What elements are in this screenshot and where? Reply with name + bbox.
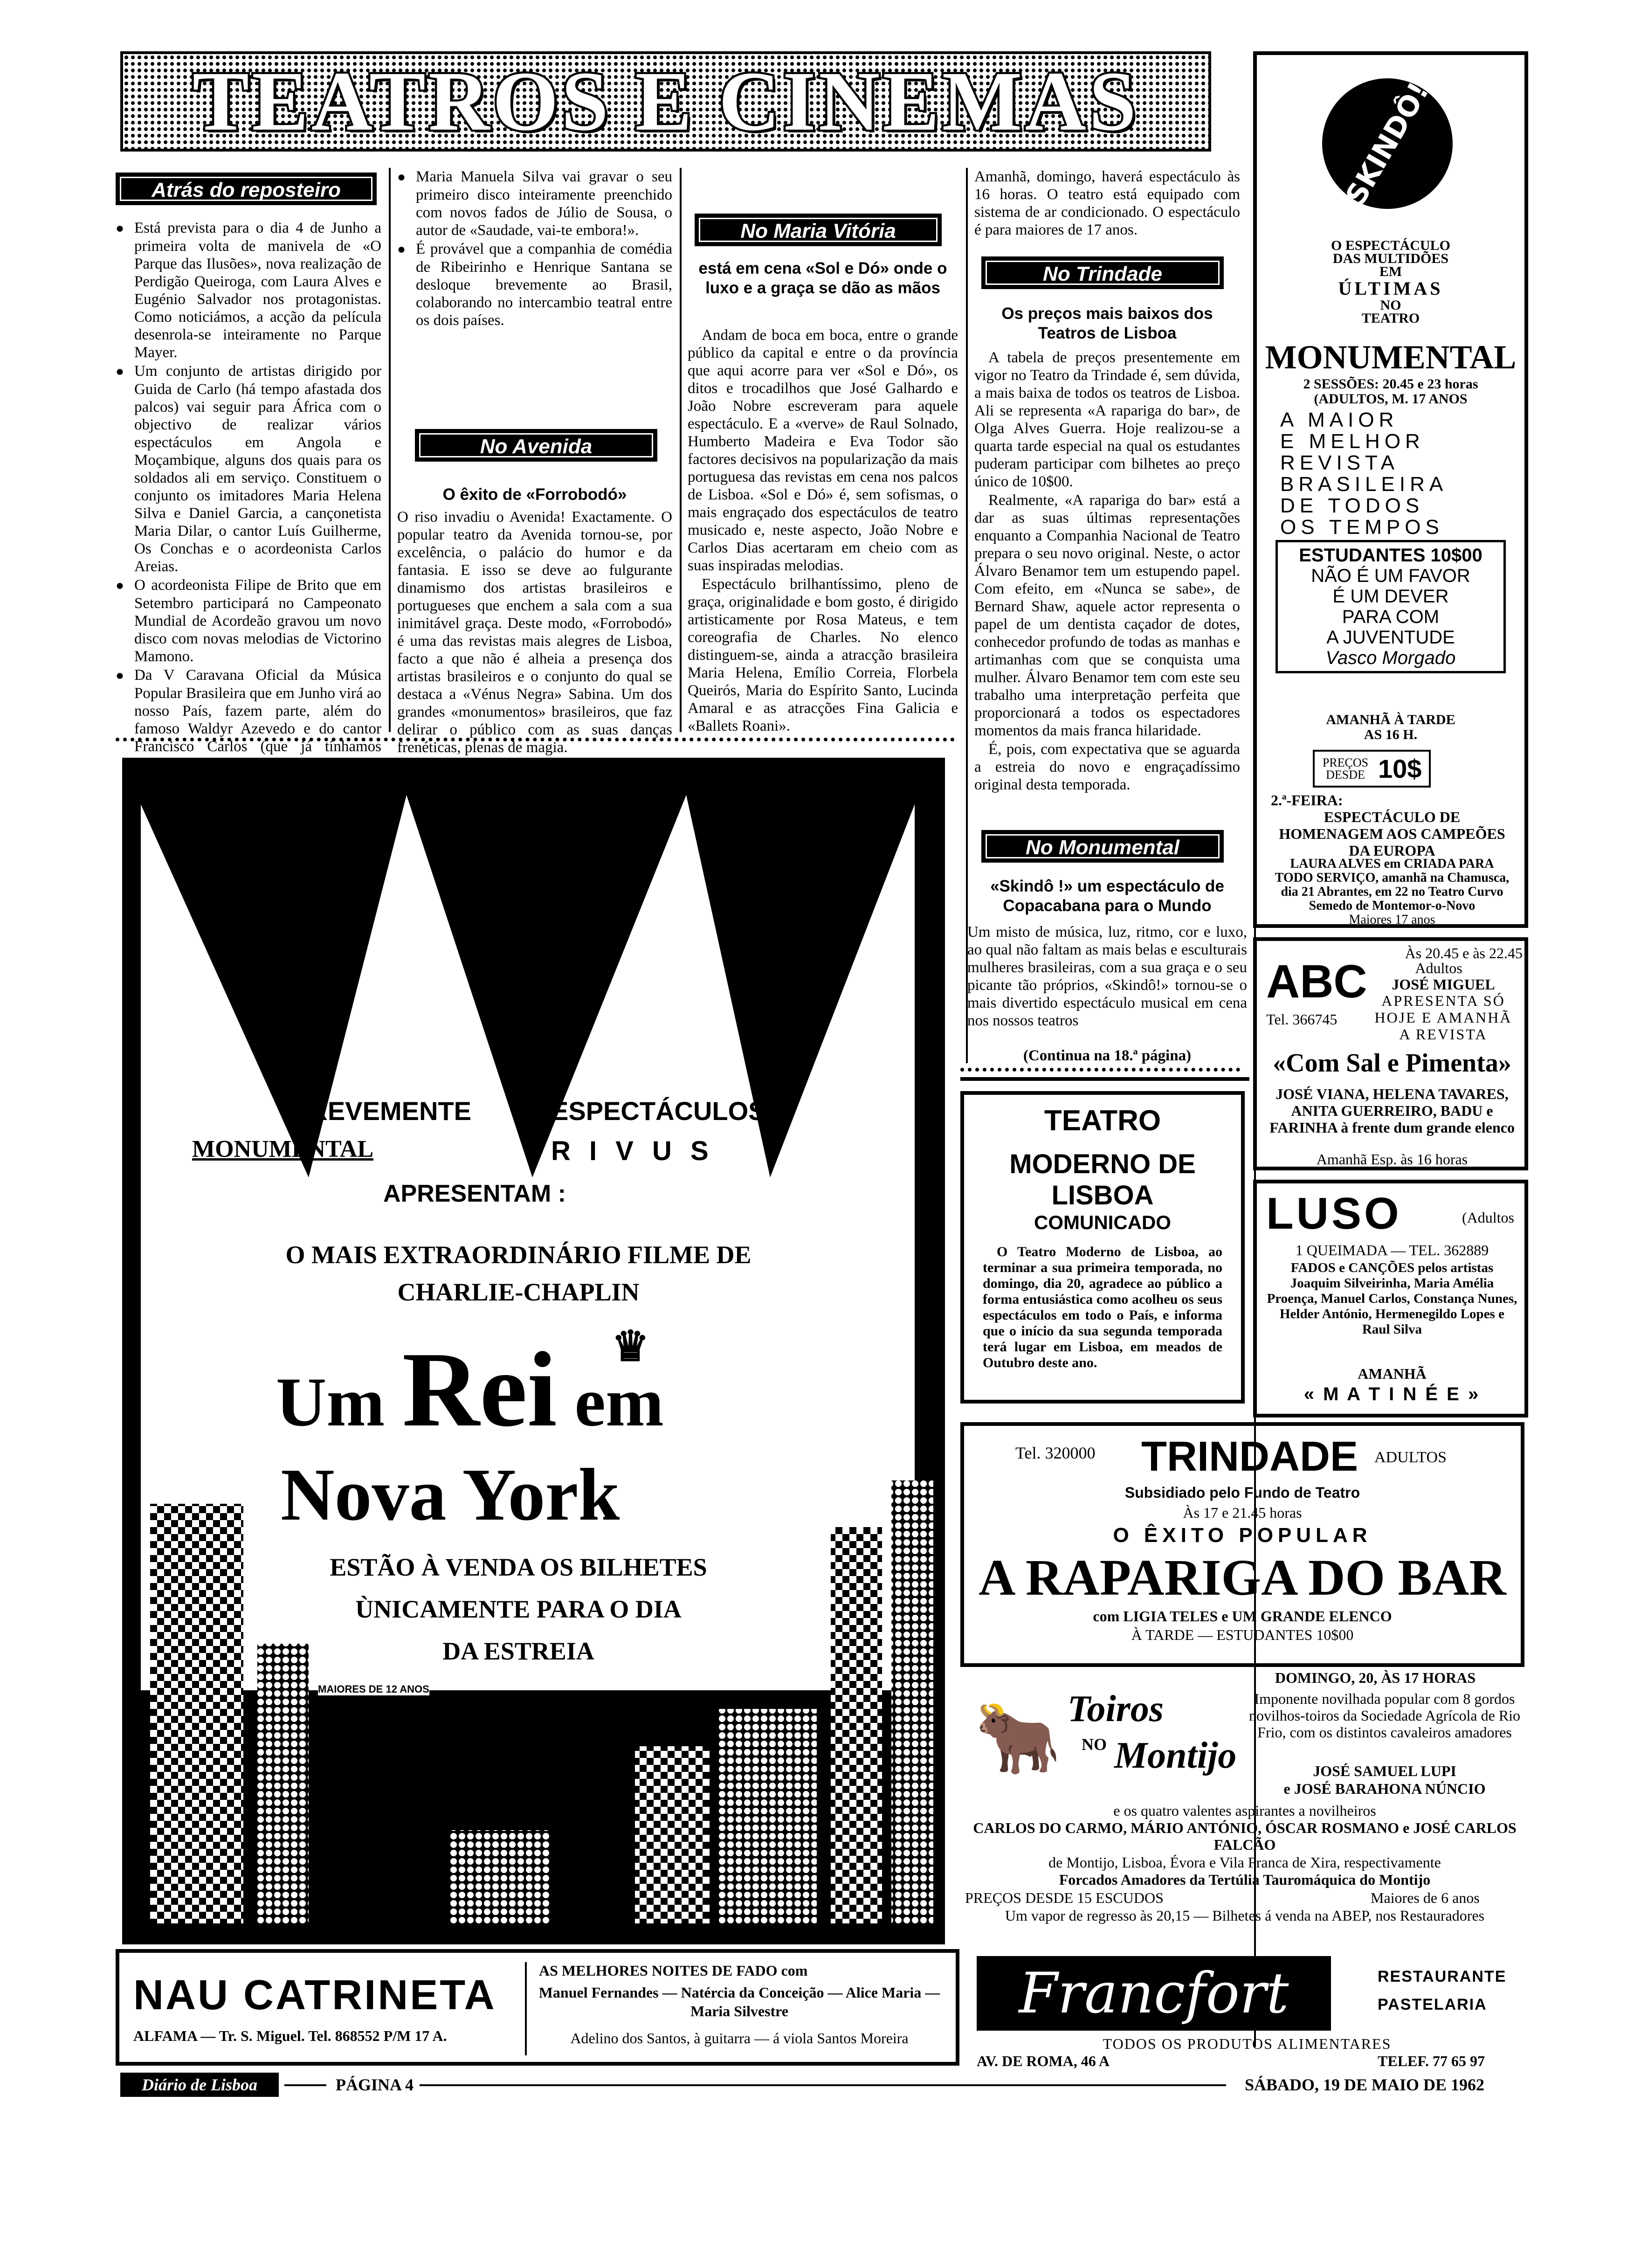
- student-box: [1276, 540, 1506, 673]
- moderno-title2: MODERNO DE LISBOA: [1009, 1149, 1196, 1210]
- column-divider: [389, 168, 391, 732]
- nau-headline: AS MELHORES NOITES DE FADO com: [539, 1962, 808, 1979]
- text: NÃO É UM FAVOR: [1311, 566, 1470, 586]
- text: ÚLTIMAS: [1338, 278, 1443, 299]
- toiros-montijo-ad: [960, 1669, 1529, 1968]
- newspaper-name: Diário de Lisboa: [120, 2073, 279, 2097]
- section-heading-trindade: No Trindade: [981, 256, 1224, 289]
- francfort-pastelaria: PASTELARIA: [1378, 1996, 1487, 2013]
- toiros-forcados-origin: de Montijo, Lisboa, Évora e Vila Franca de Xira, respectivamente: [1048, 1854, 1441, 1871]
- bull-icon: 🐂: [974, 1700, 1062, 1777]
- paragraph: Realmente, «A rapariga do bar» está a dar as suas últimas representações enquanto a Companhia Nacional de Teatro prepara o seu novo original. Neste, o actor Álvaro Benamor tem um estupendo papel. Com efeito, em «Nunca se sabe», de Bernard Shaw, aquele actor representa o papel de um dentista caçador de dotes, conhecedor profundo de todas as manhas e artimanhas com que se conquista uma mulher. Álvaro Benamor tem com este seu trabalho uma interpretação perfeita que proporcionará a todos os espectadores momentos da mais franca hilaridade.: [974, 492, 1240, 739]
- text: O ESPECTÁCULO: [1331, 238, 1450, 253]
- banner-title: TEATROS E CINEMAS: [192, 55, 1139, 148]
- text: DE TODOS: [1280, 494, 1424, 517]
- abc-show-title: «Com Sal e Pimenta»: [1273, 1049, 1511, 1078]
- title-word: em: [574, 1363, 664, 1441]
- text: A MAIOR: [1280, 408, 1399, 431]
- trindade-subtitle: Os preços mais baixos dos Teatros de Lisboa: [1001, 304, 1213, 342]
- dotted-separator: [116, 738, 955, 741]
- skindo-tagline: [1280, 409, 1513, 538]
- film-title-line1: [276, 1330, 664, 1449]
- ad-line1: O MAIS EXTRAORDINÁRIO FILME DE: [285, 1241, 752, 1269]
- rule: [960, 1077, 1249, 1081]
- trindade-students: À TARDE — ESTUDANTES 10$00: [1131, 1626, 1354, 1643]
- francfort-logo: [977, 1956, 1331, 2031]
- toiros-names: CARLOS DO CARMO, MÁRIO ANTÓNIO, ÓSCAR ROSMANO e JOSÉ CARLOS FALCÃO: [973, 1819, 1517, 1853]
- monumental-text: Um misto de música, luz, ritmo, cor e luxo, ao qual não faltam as mais belas e esculturais mulheres brasileiras, com a sua graça e o seu picante tão próprios, «Skindô!» tornou-se o mais divertido espectáculo musical em cena nos nossos teatros: [967, 924, 1247, 1029]
- francfort-products: TODOS OS PRODUTOS ALIMENTARES: [1103, 2035, 1392, 2052]
- toiros-prices: PREÇOS DESDE 15 ESCUDOS: [965, 1889, 1164, 1906]
- avenida-subtitle: O êxito de «Forrobodó»: [442, 485, 627, 504]
- page-number: PÁGINA 4: [336, 2075, 414, 2094]
- maria-vitoria-text: [688, 326, 958, 732]
- abc-tomorrow: Amanhã Esp. às 16 horas: [1316, 1151, 1468, 1168]
- logo-text: Francfort: [1019, 1961, 1289, 2026]
- abc-adults: Adultos: [1415, 960, 1462, 976]
- toiros-date: DOMINGO, 20, ÀS 17 HORAS: [1275, 1669, 1476, 1686]
- text: AMANHÃ À TARDE: [1326, 712, 1455, 727]
- film-title-line2: Nova York: [281, 1453, 620, 1536]
- toiros-age: Maiores de 6 anos: [1371, 1889, 1480, 1906]
- signature: Vasco Morgado: [1325, 648, 1456, 668]
- trindade-success: O ÊXITO POPULAR: [1113, 1524, 1372, 1547]
- toiros-rider1: JOSÉ SAMUEL LUPI: [1313, 1763, 1456, 1779]
- news-item: ● Maria Manuela Silva vai gravar o seu primeiro disco inteiramente preenchido com novos fados de Júlio de Sousa, o autor de «Saudade, vai-te embora!».: [397, 168, 672, 239]
- nau-catrineta-ad: [116, 1949, 959, 2066]
- trindade-subsidy: Subsidiado pelo Fundo de Teatro: [1124, 1484, 1360, 1501]
- text: NO: [1380, 297, 1401, 313]
- skindo-tomorrow: [1257, 712, 1524, 742]
- abc-presenter: JOSÉ MIGUEL: [1392, 976, 1495, 993]
- luso-ad: [1253, 1180, 1528, 1418]
- nau-name: NAU CATRINETA: [133, 1972, 496, 2019]
- trindade-show: A RAPARIGA DO BAR: [979, 1549, 1506, 1606]
- abc-theatre-ad: [1253, 937, 1528, 1170]
- text: PARA COM: [1342, 607, 1440, 627]
- page-banner: [120, 51, 1211, 152]
- moderno-title1: TEATRO: [1044, 1105, 1161, 1137]
- section-heading-avenida: No Avenida: [415, 429, 657, 462]
- ad-monumental: MONUMENTAL: [192, 1136, 374, 1162]
- luso-address: 1 QUEIMADA — TEL. 362889: [1295, 1242, 1489, 1258]
- page-date: SÁBADO, 19 DE MAIO DE 1962: [1245, 2075, 1485, 2094]
- bull-logo: [974, 1688, 1235, 1791]
- text: REVISTA: [1280, 451, 1400, 474]
- trindade-intro: Amanhã, domingo, haverá espectáculo às 16 horas. O teatro está equipado com sistema de ar condicionado. O espectáculo é para maiores de 17 anos.: [974, 168, 1240, 238]
- text: TEATRO: [1361, 311, 1420, 326]
- news-item: ● É provável que a companhia de comédia de Ribeirinho e Henrique Santana se desloque brevemente ao Brasil, colaborando no intercambio teatral entre os dois países.: [397, 240, 672, 329]
- crown-icon: ♛: [612, 1324, 649, 1370]
- francfort-phone: TELEF. 77 65 97: [1378, 2053, 1485, 2069]
- text: BRASILEIRA: [1280, 473, 1448, 496]
- nau-address: ALFAMA — Tr. S. Miguel. Tel. 868552 P/M 17 A.: [133, 2027, 447, 2044]
- luso-program: FADOS e CANÇÕES pelos artistas Joaquim Silveirinha, Maria Amélia Proença, Manuel Carlos, Constança Nunes, Helder António, Hermenegildo Lopes e Raul Silva: [1267, 1260, 1517, 1337]
- ad-apresentam: APRESENTAM :: [383, 1180, 566, 1207]
- news-item: ● Um conjunto de artistas dirigido por Guida de Carlo (há tempo afastada dos palcos) vai seguir para África com o objectivo de realizar vários espectáculos em Angola e Moçambique, alguns dos quais para os soldados ali em serviço. Constituem o conjunto os imitadores Maria Helena Silva e Daniel Garcia, a cançonetista Maria Dilar, o cantor Luís Guilherme, Os Conchas e o acordeonista Carlos Areias.: [116, 362, 381, 575]
- trindade-adults: ADULTOS: [1374, 1449, 1447, 1466]
- skindo-ad: [1253, 51, 1528, 928]
- ad-rating: MAIORES DE 12 ANOS: [318, 1683, 429, 1695]
- luso-tomorrow: AMANHÃ: [1358, 1365, 1427, 1382]
- text: DAS MULTIDÕES: [1332, 251, 1449, 266]
- francfort-ad: [967, 1949, 1527, 2070]
- monumental-subtitle: «Skindô !» um espectáculo de Copacabana para o Mundo: [990, 877, 1224, 915]
- text: AS 16 H.: [1364, 727, 1418, 742]
- title-word: Rei: [402, 1330, 557, 1449]
- moderno-ad: [960, 1091, 1245, 1404]
- abc-cast: JOSÉ VIANA, HELENA TAVARES, ANITA GUERREIRO, BADU e FARINHA à frente dum grande elenco: [1269, 1086, 1515, 1136]
- maria-vitoria-subtitle: está em cena «Sol e Dó» onde o luxo e a graça se dão as mãos: [698, 259, 947, 297]
- rule: [420, 2084, 1226, 2086]
- ad-sale3: DA ESTREIA: [442, 1637, 594, 1665]
- ad-sale1: ESTÃO À VENDA OS BILHETES: [330, 1553, 707, 1581]
- column-reposteiro-cont: [397, 168, 672, 330]
- paragraph: A tabela de preços presentemente em vigor no Teatro da Trindade é, sem dúvida, a mais baixa de todos os teatros de Lisboa. Ali se representa «A rapariga do bar», de Olga Alves Guerra. Hoje realizou-se a quarta tarde especial na qual os estudantes puderam participar com bilhetes ao preço único de 10$00.: [974, 349, 1240, 490]
- ad-rivus: R I V U S: [551, 1136, 714, 1166]
- news-item: ● Está prevista para o dia 4 de Junho a primeira volta de manivela de «O Parque das Ilusões», nova realização de Perdigão Queiroga, com Laura Alves e Eugénio Salvador nos protagonistas. Como noticiámos, a acção da película desenrola-se inteiramente no Parque Mayer.: [116, 219, 381, 361]
- luso-adults: (Adultos: [1462, 1209, 1514, 1226]
- logo-text: Montijo: [1114, 1735, 1237, 1776]
- abc-phone: Tel. 366745: [1266, 1011, 1338, 1028]
- skindo-logo-text: SKINDÔ!: [1339, 76, 1435, 211]
- monumental-name: MONUMENTAL: [1265, 339, 1517, 376]
- ad-brevemente: BREVEMENTE: [290, 1096, 471, 1126]
- abc-name: ABC: [1266, 955, 1367, 1008]
- ad-sale2: ÙNICAMENTE PARA O DIA: [355, 1595, 682, 1623]
- skindo-monday: [1271, 792, 1513, 859]
- rule: [284, 2084, 326, 2086]
- nau-cast: Manuel Fernandes — Natércia da Conceição — Alice Maria — Maria Silvestre: [538, 1984, 940, 2019]
- section-heading-monumental: No Monumental: [981, 830, 1224, 863]
- trindade-name: TRINDADE: [1141, 1433, 1358, 1480]
- ad-espectaculos: ESPECTÁCULOS: [551, 1096, 766, 1126]
- section-heading-maria-vitoria: No Maria Vitória: [695, 214, 942, 246]
- moderno-text: O Teatro Moderno de Lisboa, ao terminar a sua primeira temporada, no domingo, dia 20, agradece ao público a forma entusiástica como acolheu os seus espectáculos em todo o País, e informa que o início da sua segunda temporada terá lugar em Lisboa, em meados de Outubro deste ano.: [983, 1244, 1222, 1370]
- section-heading-reposteiro: Atrás do reposteiro: [116, 173, 377, 205]
- continued-note: (Continua na 18.ª página): [1023, 1047, 1192, 1064]
- francfort-address: AV. DE ROMA, 46 A: [977, 2053, 1110, 2069]
- dotted-separator: [960, 1068, 1240, 1072]
- trindade-ad: [960, 1422, 1524, 1667]
- logo-text: Toiros: [1068, 1688, 1164, 1729]
- trindade-cast: com LIGIA TELES e UM GRANDE ELENCO: [1093, 1608, 1392, 1625]
- text: 2.ª-FEIRA:: [1271, 792, 1343, 809]
- text: LAURA ALVES em CRIADA PARA TODO SERVIÇO, amanhã na Chamusca, dia 21 Abrantes, em 22 no Teatro Curvo Semedo de Montemor-o-Novo: [1275, 857, 1510, 913]
- price-value: 10$: [1378, 754, 1422, 783]
- francfort-restaurant: RESTAURANTE: [1378, 1968, 1507, 1985]
- paragraph: Andam de boca em boca, entre o grande público da capital e entre o da província que aqui acorre para ver «Sol e Dó», os ditos e trocadilhos que José Galhardo e João Nobre escreveram para aquele espectáculo. E a «verve» de Raul Solnado, Humberto Madeira e Eva Todor são factores decisivos na popularização da mais portuguesa das revistas em cena nos palcos de Lisboa. «Sol e Dó» é, sem sofismas, o mais engraçado dos espectáculos de teatro musicado e, neste aspecto, João Nobre e Carlos Dias acertaram em cheio com as suas inspiradas melodias.: [688, 327, 958, 574]
- divider: [525, 1962, 527, 2055]
- text: E MELHOR: [1280, 430, 1425, 453]
- price-box: [1313, 750, 1431, 788]
- news-item: ● O acordeonista Filipe de Brito que em Setembro participará no Campeonato Mundial de Acordeão gravou um novo disco com novas melodias de Victorino Mamono.: [116, 576, 381, 665]
- skindo-sessions: [1257, 377, 1524, 407]
- skindo-logo: [1322, 78, 1453, 209]
- text: ESPECTÁCULO DE HOMENAGEM AOS CAMPEÕES DA EUROPA: [1279, 809, 1505, 859]
- title-word: Um: [276, 1363, 385, 1441]
- skindo-header: [1257, 239, 1524, 325]
- paragraph: É, pois, com expectativa que se aguarda a estreia do novo e engraçadíssimo original desta temporada.: [974, 741, 1240, 793]
- text: ESTUDANTES 10$00: [1299, 545, 1482, 566]
- moderno-comunicado: COMUNICADO: [1034, 1211, 1171, 1233]
- luso-name: LUSO: [1266, 1189, 1402, 1238]
- trindade-text: [974, 349, 1240, 815]
- text: EM: [1379, 264, 1402, 279]
- ad-line2: CHARLIE-CHAPLIN: [397, 1278, 640, 1306]
- text: É UM DEVER: [1332, 586, 1449, 607]
- column-divider: [680, 168, 682, 732]
- toiros-novilheiros: e os quatro valentes aspirantes a novilheiros: [1113, 1802, 1376, 1819]
- chaplin-film-ad: [122, 758, 945, 1944]
- avenida-text: O riso invadiu o Avenida! Exactamente. O popular teatro da Avenida tornou-se, por excelência, o palácio do humor e da fantasia. E isso se deve ao fulgurante dinamismo dos artistas brasileiros e portugueses que enchem a sala com a sua inimitável graça. Deste modo, «Forrobodó» é uma das revistas mais alegres de Lisboa, facto a que não é alheia a presença dos artistas brasileiros e o conjunto do qual se destaca a «Vénus Negra» Sabina. Um dos grandes «monumentos» brasileiros, que faz delirar o público com as suas danças frenéticas, plenas de magia.: [397, 509, 672, 756]
- logo-text: NO: [1082, 1735, 1107, 1754]
- price-label: PREÇOS DESDE: [1322, 755, 1369, 781]
- toiros-rider2: e JOSÉ BARAHONA NÚNCIO: [1283, 1780, 1486, 1797]
- column-reposteiro: [116, 219, 381, 845]
- text: (ADULTOS, M. 17 ANOS: [1314, 391, 1468, 407]
- text: A JUVENTUDE: [1326, 627, 1455, 648]
- trindade-times: Às 17 e 21.45 horas: [1183, 1504, 1302, 1521]
- news-item: ● Da V Caravana Oficial da Música Popular Brasileira que em Junho virá ao nosso País, fazem parte, além do famoso Waldyr Azevedo e do cantor Francisco Carlos (que já tínhamos: [116, 666, 381, 844]
- toiros-forcados: Forcados Amadores da Tertúlia Tauromáquica do Montijo: [1059, 1871, 1431, 1888]
- nau-music: Adelino dos Santos, à guitarra — á viola Santos Moreira: [570, 2030, 909, 2047]
- paragraph: Espectáculo brilhantíssimo, pleno de graça, originalidade e bom gosto, é dirigido artisticamente por Rosa Mateus, e tem coreografia de Charles. No elenco distinguem-se, ainda a atracção brasileira Maria Helena, Emílio Correia, Florbela Queirós, Maria do Espírito Santo, Lucinda Amaral e as atracções Fina Galicia e «Ballets Roani».: [688, 576, 958, 734]
- trindade-phone: Tel. 320000: [1015, 1444, 1096, 1462]
- toiros-intro: Imponente novilhada popular com 8 gordos novilhos-toiros da Sociedade Agrícola de Rio Frio, com os distintos cavaleiros amadores: [1248, 1690, 1521, 1741]
- toiros-boat: Um vapor de regresso às 20,15 — Bilhetes á venda na ABEP, nos Restauradores: [1005, 1907, 1485, 1924]
- abc-times: Às 20.45 e às 22.45: [1405, 945, 1523, 961]
- luso-matinee: « M A T I N É E »: [1303, 1384, 1481, 1404]
- laura-alves-notice: [1271, 857, 1513, 927]
- text: Maiores 17 anos: [1349, 913, 1435, 927]
- text: 2 SESSÕES: 20.45 e 23 horas: [1303, 376, 1478, 392]
- text: OS TEMPOS: [1280, 516, 1444, 539]
- abc-presents: APRESENTA SÓ HOJE E AMANHÃ A REVISTA: [1374, 992, 1512, 1043]
